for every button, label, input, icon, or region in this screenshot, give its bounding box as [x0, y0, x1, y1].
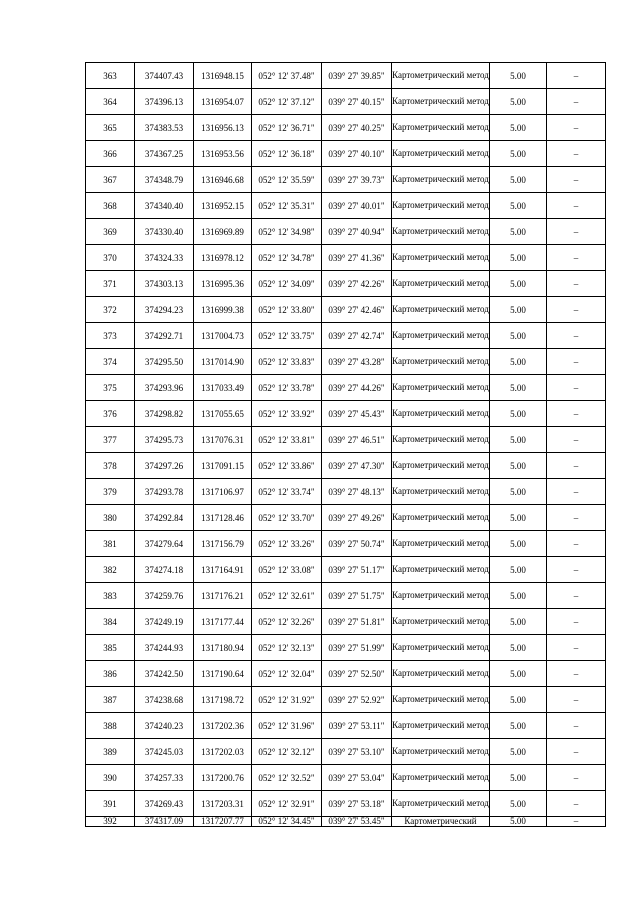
x-coordinate-cell: 374245.03	[135, 739, 194, 765]
accuracy-cell: 5.00	[490, 817, 547, 827]
latitude-cell: 052° 12' 32.61"	[252, 583, 322, 609]
y-coordinate-cell: 1317033.49	[194, 375, 252, 401]
point-number-cell: 366	[86, 141, 135, 167]
latitude-cell: 052° 12' 33.81"	[252, 427, 322, 453]
table-row	[86, 713, 606, 739]
note-cell: –	[547, 349, 606, 375]
table-row	[86, 765, 606, 791]
point-number-cell: 378	[86, 453, 135, 479]
x-coordinate-cell: 374348.79	[135, 167, 194, 193]
table-row	[86, 297, 606, 323]
latitude-cell: 052° 12' 36.18"	[252, 141, 322, 167]
note-cell: –	[547, 89, 606, 115]
y-coordinate-cell: 1317164.91	[194, 557, 252, 583]
point-number-cell: 365	[86, 115, 135, 141]
latitude-cell: 052° 12' 37.48"	[252, 63, 322, 89]
y-coordinate-cell: 1317176.21	[194, 583, 252, 609]
x-coordinate-cell: 374396.13	[135, 89, 194, 115]
table-row	[86, 609, 606, 635]
x-coordinate-cell: 374367.25	[135, 141, 194, 167]
note-cell: –	[547, 167, 606, 193]
table-row	[86, 739, 606, 765]
x-coordinate-cell: 374383.53	[135, 115, 194, 141]
accuracy-cell: 5.00	[490, 375, 547, 401]
latitude-cell: 052° 12' 33.26"	[252, 531, 322, 557]
latitude-cell: 052° 12' 32.52"	[252, 765, 322, 791]
method-cell: Картометрический метод	[392, 349, 490, 375]
accuracy-cell: 5.00	[490, 193, 547, 219]
method-cell: Картометрический метод	[392, 193, 490, 219]
table-row	[86, 505, 606, 531]
latitude-cell: 052° 12' 33.08"	[252, 557, 322, 583]
point-number-cell: 377	[86, 427, 135, 453]
latitude-cell: 052° 12' 36.71"	[252, 115, 322, 141]
accuracy-cell: 5.00	[490, 245, 547, 271]
x-coordinate-cell: 374238.68	[135, 687, 194, 713]
y-coordinate-cell: 1316978.12	[194, 245, 252, 271]
x-coordinate-cell: 374257.33	[135, 765, 194, 791]
latitude-cell: 052° 12' 33.70"	[252, 505, 322, 531]
point-number-cell: 367	[86, 167, 135, 193]
accuracy-cell: 5.00	[490, 557, 547, 583]
y-coordinate-cell: 1317202.03	[194, 739, 252, 765]
x-coordinate-cell: 374242.50	[135, 661, 194, 687]
method-cell: Картометрический метод	[392, 219, 490, 245]
method-cell: Картометрический метод	[392, 661, 490, 687]
longitude-cell: 039° 27' 48.13"	[322, 479, 392, 505]
y-coordinate-cell: 1316954.07	[194, 89, 252, 115]
y-coordinate-cell: 1317091.15	[194, 453, 252, 479]
x-coordinate-cell: 374292.71	[135, 323, 194, 349]
table-row	[86, 115, 606, 141]
table-row	[86, 453, 606, 479]
x-coordinate-cell: 374244.93	[135, 635, 194, 661]
y-coordinate-cell: 1316952.15	[194, 193, 252, 219]
latitude-cell: 052° 12' 35.59"	[252, 167, 322, 193]
note-cell: –	[547, 141, 606, 167]
latitude-cell: 052° 12' 34.78"	[252, 245, 322, 271]
method-cell: Картометрический	[392, 817, 490, 827]
accuracy-cell: 5.00	[490, 297, 547, 323]
accuracy-cell: 5.00	[490, 219, 547, 245]
x-coordinate-cell: 374259.76	[135, 583, 194, 609]
method-cell: Картометрический метод	[392, 765, 490, 791]
longitude-cell: 039° 27' 39.73"	[322, 167, 392, 193]
method-cell: Картометрический метод	[392, 635, 490, 661]
point-number-cell: 386	[86, 661, 135, 687]
table-row	[86, 401, 606, 427]
table-row	[86, 167, 606, 193]
note-cell: –	[547, 557, 606, 583]
longitude-cell: 039° 27' 51.75"	[322, 583, 392, 609]
latitude-cell: 052° 12' 33.74"	[252, 479, 322, 505]
x-coordinate-cell: 374295.73	[135, 427, 194, 453]
accuracy-cell: 5.00	[490, 739, 547, 765]
y-coordinate-cell: 1316946.68	[194, 167, 252, 193]
note-cell: –	[547, 479, 606, 505]
point-number-cell: 381	[86, 531, 135, 557]
x-coordinate-cell: 374317.09	[135, 817, 194, 827]
table-row	[86, 323, 606, 349]
method-cell: Картометрический метод	[392, 531, 490, 557]
x-coordinate-cell: 374303.13	[135, 271, 194, 297]
latitude-cell: 052° 12' 33.86"	[252, 453, 322, 479]
x-coordinate-cell: 374279.64	[135, 531, 194, 557]
note-cell: –	[547, 453, 606, 479]
latitude-cell: 052° 12' 32.13"	[252, 635, 322, 661]
table-row	[86, 817, 606, 827]
longitude-cell: 039° 27' 40.25"	[322, 115, 392, 141]
note-cell: –	[547, 635, 606, 661]
y-coordinate-cell: 1317156.79	[194, 531, 252, 557]
method-cell: Картометрический метод	[392, 557, 490, 583]
y-coordinate-cell: 1317207.77	[194, 817, 252, 827]
accuracy-cell: 5.00	[490, 635, 547, 661]
point-number-cell: 392	[86, 817, 135, 827]
point-number-cell: 368	[86, 193, 135, 219]
x-coordinate-cell: 374330.40	[135, 219, 194, 245]
accuracy-cell: 5.00	[490, 427, 547, 453]
table-row	[86, 479, 606, 505]
y-coordinate-cell: 1317177.44	[194, 609, 252, 635]
latitude-cell: 052° 12' 32.04"	[252, 661, 322, 687]
longitude-cell: 039° 27' 40.10"	[322, 141, 392, 167]
note-cell: –	[547, 401, 606, 427]
latitude-cell: 052° 12' 32.91"	[252, 791, 322, 817]
longitude-cell: 039° 27' 53.11"	[322, 713, 392, 739]
accuracy-cell: 5.00	[490, 141, 547, 167]
point-number-cell: 380	[86, 505, 135, 531]
method-cell: Картометрический метод	[392, 297, 490, 323]
note-cell: –	[547, 713, 606, 739]
x-coordinate-cell: 374295.50	[135, 349, 194, 375]
table-row	[86, 141, 606, 167]
note-cell: –	[547, 323, 606, 349]
accuracy-cell: 5.00	[490, 167, 547, 193]
y-coordinate-cell: 1317203.31	[194, 791, 252, 817]
longitude-cell: 039° 27' 42.74"	[322, 323, 392, 349]
method-cell: Картометрический метод	[392, 427, 490, 453]
y-coordinate-cell: 1316953.56	[194, 141, 252, 167]
method-cell: Картометрический метод	[392, 583, 490, 609]
longitude-cell: 039° 27' 39.85"	[322, 63, 392, 89]
note-cell: –	[547, 219, 606, 245]
latitude-cell: 052° 12' 31.96"	[252, 713, 322, 739]
note-cell: –	[547, 271, 606, 297]
latitude-cell: 052° 12' 37.12"	[252, 89, 322, 115]
method-cell: Картометрический метод	[392, 687, 490, 713]
longitude-cell: 039° 27' 40.94"	[322, 219, 392, 245]
longitude-cell: 039° 27' 51.81"	[322, 609, 392, 635]
method-cell: Картометрический метод	[392, 713, 490, 739]
method-cell: Картометрический метод	[392, 115, 490, 141]
table-row	[86, 427, 606, 453]
table-row	[86, 349, 606, 375]
longitude-cell: 039° 27' 53.18"	[322, 791, 392, 817]
point-number-cell: 371	[86, 271, 135, 297]
x-coordinate-cell: 374297.26	[135, 453, 194, 479]
point-number-cell: 370	[86, 245, 135, 271]
note-cell: –	[547, 583, 606, 609]
x-coordinate-cell: 374269.43	[135, 791, 194, 817]
accuracy-cell: 5.00	[490, 505, 547, 531]
longitude-cell: 039° 27' 41.36"	[322, 245, 392, 271]
accuracy-cell: 5.00	[490, 323, 547, 349]
accuracy-cell: 5.00	[490, 791, 547, 817]
latitude-cell: 052° 12' 31.92"	[252, 687, 322, 713]
longitude-cell: 039° 27' 42.26"	[322, 271, 392, 297]
latitude-cell: 052° 12' 33.75"	[252, 323, 322, 349]
method-cell: Картометрический метод	[392, 739, 490, 765]
x-coordinate-cell: 374293.78	[135, 479, 194, 505]
point-number-cell: 364	[86, 89, 135, 115]
accuracy-cell: 5.00	[490, 115, 547, 141]
longitude-cell: 039° 27' 40.01"	[322, 193, 392, 219]
note-cell: –	[547, 791, 606, 817]
accuracy-cell: 5.00	[490, 713, 547, 739]
accuracy-cell: 5.00	[490, 349, 547, 375]
latitude-cell: 052° 12' 32.12"	[252, 739, 322, 765]
y-coordinate-cell: 1316999.38	[194, 297, 252, 323]
x-coordinate-cell: 374240.23	[135, 713, 194, 739]
note-cell: –	[547, 505, 606, 531]
accuracy-cell: 5.00	[490, 583, 547, 609]
point-number-cell: 369	[86, 219, 135, 245]
point-number-cell: 384	[86, 609, 135, 635]
method-cell: Картометрический метод	[392, 453, 490, 479]
point-number-cell: 375	[86, 375, 135, 401]
note-cell: –	[547, 375, 606, 401]
table-row	[86, 63, 606, 89]
accuracy-cell: 5.00	[490, 89, 547, 115]
table-row	[86, 271, 606, 297]
method-cell: Картометрический метод	[392, 323, 490, 349]
method-cell: Картометрический метод	[392, 609, 490, 635]
accuracy-cell: 5.00	[490, 271, 547, 297]
note-cell: –	[547, 63, 606, 89]
method-cell: Картометрический метод	[392, 505, 490, 531]
method-cell: Картометрический метод	[392, 141, 490, 167]
x-coordinate-cell: 374340.40	[135, 193, 194, 219]
note-cell: –	[547, 193, 606, 219]
y-coordinate-cell: 1317106.97	[194, 479, 252, 505]
y-coordinate-cell: 1316956.13	[194, 115, 252, 141]
point-number-cell: 373	[86, 323, 135, 349]
method-cell: Картометрический метод	[392, 89, 490, 115]
y-coordinate-cell: 1317200.76	[194, 765, 252, 791]
point-number-cell: 379	[86, 479, 135, 505]
note-cell: –	[547, 661, 606, 687]
accuracy-cell: 5.00	[490, 531, 547, 557]
accuracy-cell: 5.00	[490, 63, 547, 89]
longitude-cell: 039° 27' 44.26"	[322, 375, 392, 401]
note-cell: –	[547, 817, 606, 827]
method-cell: Картометрический метод	[392, 375, 490, 401]
y-coordinate-cell: 1316995.36	[194, 271, 252, 297]
note-cell: –	[547, 739, 606, 765]
y-coordinate-cell: 1317198.72	[194, 687, 252, 713]
longitude-cell: 039° 27' 47.30"	[322, 453, 392, 479]
table-row	[86, 245, 606, 271]
y-coordinate-cell: 1317202.36	[194, 713, 252, 739]
point-number-cell: 382	[86, 557, 135, 583]
method-cell: Картометрический метод	[392, 271, 490, 297]
latitude-cell: 052° 12' 34.98"	[252, 219, 322, 245]
latitude-cell: 052° 12' 33.78"	[252, 375, 322, 401]
accuracy-cell: 5.00	[490, 609, 547, 635]
x-coordinate-cell: 374324.33	[135, 245, 194, 271]
table-row	[86, 687, 606, 713]
table-row	[86, 557, 606, 583]
y-coordinate-cell: 1317128.46	[194, 505, 252, 531]
point-number-cell: 387	[86, 687, 135, 713]
point-number-cell: 391	[86, 791, 135, 817]
point-number-cell: 372	[86, 297, 135, 323]
note-cell: –	[547, 765, 606, 791]
longitude-cell: 039° 27' 40.15"	[322, 89, 392, 115]
point-number-cell: 388	[86, 713, 135, 739]
latitude-cell: 052° 12' 33.80"	[252, 297, 322, 323]
y-coordinate-cell: 1317076.31	[194, 427, 252, 453]
method-cell: Картометрический метод	[392, 245, 490, 271]
accuracy-cell: 5.00	[490, 453, 547, 479]
table-row	[86, 583, 606, 609]
table-row	[86, 375, 606, 401]
longitude-cell: 039° 27' 43.28"	[322, 349, 392, 375]
accuracy-cell: 5.00	[490, 401, 547, 427]
longitude-cell: 039° 27' 42.46"	[322, 297, 392, 323]
table-row	[86, 531, 606, 557]
longitude-cell: 039° 27' 46.51"	[322, 427, 392, 453]
point-number-cell: 376	[86, 401, 135, 427]
note-cell: –	[547, 687, 606, 713]
x-coordinate-cell: 374274.18	[135, 557, 194, 583]
y-coordinate-cell: 1317014.90	[194, 349, 252, 375]
latitude-cell: 052° 12' 32.26"	[252, 609, 322, 635]
table-row	[86, 219, 606, 245]
x-coordinate-cell: 374292.84	[135, 505, 194, 531]
longitude-cell: 039° 27' 51.17"	[322, 557, 392, 583]
longitude-cell: 039° 27' 52.50"	[322, 661, 392, 687]
point-number-cell: 385	[86, 635, 135, 661]
note-cell: –	[547, 531, 606, 557]
longitude-cell: 039° 27' 53.45"	[322, 817, 392, 827]
method-cell: Картометрический метод	[392, 167, 490, 193]
x-coordinate-cell: 374294.23	[135, 297, 194, 323]
coordinates-table	[85, 62, 606, 827]
longitude-cell: 039° 27' 51.99"	[322, 635, 392, 661]
note-cell: –	[547, 297, 606, 323]
accuracy-cell: 5.00	[490, 765, 547, 791]
y-coordinate-cell: 1317055.65	[194, 401, 252, 427]
latitude-cell: 052° 12' 35.31"	[252, 193, 322, 219]
note-cell: –	[547, 245, 606, 271]
point-number-cell: 383	[86, 583, 135, 609]
y-coordinate-cell: 1316948.15	[194, 63, 252, 89]
method-cell: Картометрический метод	[392, 479, 490, 505]
y-coordinate-cell: 1317004.73	[194, 323, 252, 349]
y-coordinate-cell: 1317190.64	[194, 661, 252, 687]
table-row	[86, 635, 606, 661]
method-cell: Картометрический метод	[392, 401, 490, 427]
table-row	[86, 89, 606, 115]
accuracy-cell: 5.00	[490, 661, 547, 687]
accuracy-cell: 5.00	[490, 687, 547, 713]
accuracy-cell: 5.00	[490, 479, 547, 505]
point-number-cell: 363	[86, 63, 135, 89]
table-row	[86, 791, 606, 817]
point-number-cell: 389	[86, 739, 135, 765]
latitude-cell: 052° 12' 33.92"	[252, 401, 322, 427]
point-number-cell: 390	[86, 765, 135, 791]
longitude-cell: 039° 27' 50.74"	[322, 531, 392, 557]
latitude-cell: 052° 12' 33.83"	[252, 349, 322, 375]
latitude-cell: 052° 12' 34.09"	[252, 271, 322, 297]
point-number-cell: 374	[86, 349, 135, 375]
longitude-cell: 039° 27' 49.26"	[322, 505, 392, 531]
longitude-cell: 039° 27' 52.92"	[322, 687, 392, 713]
x-coordinate-cell: 374407.43	[135, 63, 194, 89]
method-cell: Картометрический метод	[392, 791, 490, 817]
note-cell: –	[547, 115, 606, 141]
note-cell: –	[547, 427, 606, 453]
note-cell: –	[547, 609, 606, 635]
x-coordinate-cell: 374249.19	[135, 609, 194, 635]
longitude-cell: 039° 27' 45.43"	[322, 401, 392, 427]
table-row	[86, 193, 606, 219]
latitude-cell: 052° 12' 34.45"	[252, 817, 322, 827]
method-cell: Картометрический метод	[392, 63, 490, 89]
x-coordinate-cell: 374298.82	[135, 401, 194, 427]
y-coordinate-cell: 1317180.94	[194, 635, 252, 661]
table-row	[86, 661, 606, 687]
table-body	[86, 63, 606, 827]
longitude-cell: 039° 27' 53.04"	[322, 765, 392, 791]
x-coordinate-cell: 374293.96	[135, 375, 194, 401]
longitude-cell: 039° 27' 53.10"	[322, 739, 392, 765]
y-coordinate-cell: 1316969.89	[194, 219, 252, 245]
